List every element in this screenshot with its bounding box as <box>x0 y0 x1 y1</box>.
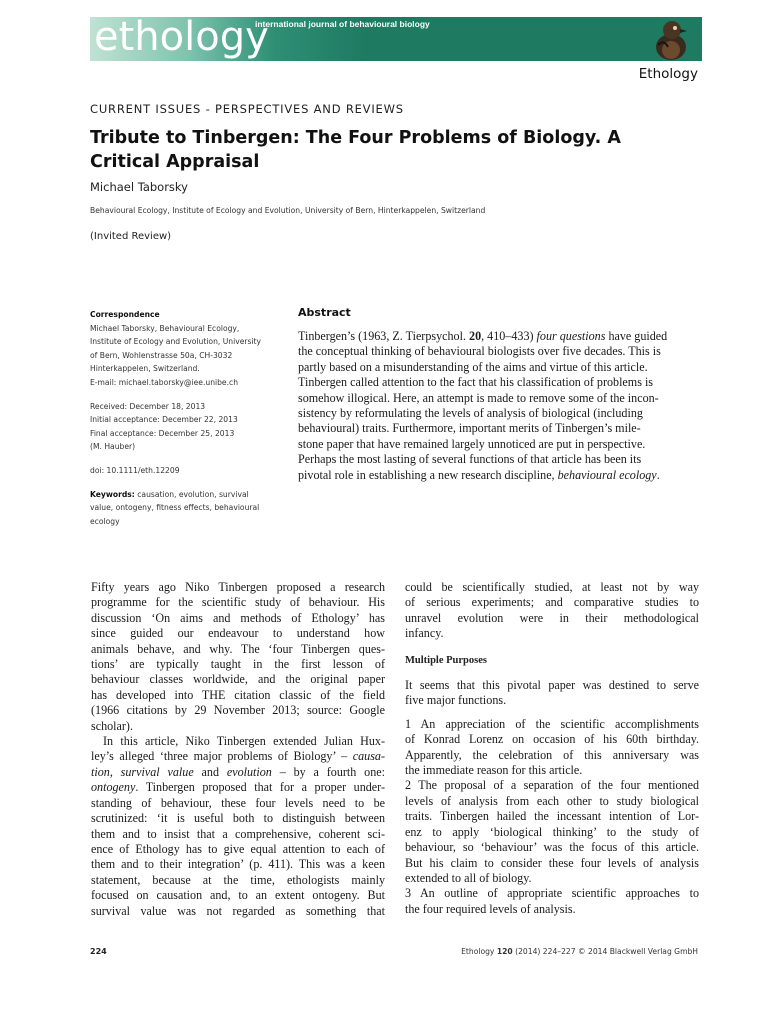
journal-tagline: international journal of behavioural biology <box>255 19 430 29</box>
body-line: unravel evolution were in their methodological <box>405 610 699 625</box>
author-affiliation: Behavioural Ecology, Institute of Ecology and Evolution, University of Bern, Hinterkappelen, Switzerland <box>90 206 486 215</box>
list-item-line: the four required levels of analysis. <box>405 901 576 916</box>
abstract-text-run: , 410–433) <box>481 329 537 343</box>
body-line: focused on causation and, to an extent ontogeny. But <box>91 888 385 903</box>
section-subheading: Multiple Purposes <box>405 654 487 666</box>
body-line: standing of behaviour, these four levels need to be <box>91 795 385 810</box>
list-item-line: the immediate reason for this article. <box>405 763 583 778</box>
list-item-line: 3 An outline of appropriate scientific approaches to <box>405 886 699 901</box>
body-emphasis: tion, survival value <box>91 764 194 779</box>
abstract-line: Tinbergen called attention to the fact that his classification of problems is <box>298 375 654 390</box>
footer-citation-text: (2014) 224–227 © 2014 Blackwell Verlag GmbH <box>512 947 698 956</box>
abstract-line: behavioural) traits. Furthermore, important merits of Tinbergen’s mile- <box>298 421 641 436</box>
body-line: animals behave, and why. The ‘four Tinbergen ques- <box>91 641 385 656</box>
abstract-line: stone paper that have remained largely unnoticed are put in perspective. <box>298 436 646 451</box>
bird-icon <box>644 17 696 61</box>
email-line: E-mail: michael.taborsky@iee.unibe.ch <box>90 377 239 387</box>
body-line: In this article, Niko Tinbergen extended Julian Hux- <box>103 734 385 749</box>
body-line: Fifty years ago Niko Tinbergen proposed a research <box>91 580 385 594</box>
list-item-line: traits. Tinbergen hailed the incessant intention of Lor- <box>405 809 699 824</box>
body-line: survival value was not regarded as something that <box>91 903 385 918</box>
abstract-line: somehow illogical. Here, an attempt is made to remove some of the incon- <box>298 390 659 405</box>
list-item-line: Apparently, the celebration of this anniversary was <box>405 747 699 762</box>
body-emphasis: evolution <box>226 764 272 779</box>
footer-volume: 120 <box>496 947 513 956</box>
abstract-line: partly based on a misunderstanding of the aims and virtue of this article. <box>298 359 648 374</box>
body-line: ence of Ethology has to give equal attention to each of <box>91 841 385 856</box>
body-text-run: . Tinbergen proposed that for a proper under- <box>135 780 385 795</box>
abstract-line: Perhaps the most lasting of several functions of that article has been its <box>298 452 642 467</box>
correspondence-line: Michael Taborsky, Behavioural Ecology, <box>90 323 240 333</box>
body-text-run: ley’s alleged ‘three major problems of Biology’ – <box>91 749 353 764</box>
list-item-line: levels of analysis from each other to study biological <box>405 793 699 808</box>
date-line: Final acceptance: December 25, 2013 <box>90 428 235 438</box>
correspondence-line: Hinterkappelen, Switzerland. <box>90 364 200 374</box>
abstract-text-run: pivotal role in establishing a new research discipline, <box>298 467 558 482</box>
article-type: (Invited Review) <box>90 231 172 242</box>
list-item-line: of Konrad Lorenz on occasion of his 60th birthday. <box>405 732 699 747</box>
body-line: scrutinized: ‘it is useful both to distinguish between <box>91 811 385 826</box>
keywords-text: causation, evolution, survival <box>134 489 249 499</box>
section-label: CURRENT ISSUES - PERSPECTIVES AND REVIEWS <box>90 102 404 116</box>
body-column-right <box>405 580 699 917</box>
list-item-line: enz to apply ‘biological thinking’ to the study of <box>405 824 699 839</box>
abstract-emphasis: four questions <box>536 329 606 343</box>
footer-citation-text: Ethology <box>461 947 497 956</box>
body-line: behaviour classes worldwide, and the original paper <box>91 672 385 687</box>
editor-line: (M. Hauber) <box>90 442 136 452</box>
keywords-text: ecology <box>90 516 120 526</box>
abstract-line: the conceptual thinking of behavioural biologists over five decades. This is <box>298 344 661 359</box>
article-info-sidebar <box>90 308 280 528</box>
doi: doi: 10.1111/eth.12209 <box>90 465 180 475</box>
abstract-text-run: Tinbergen’s (1963, Z. Tierpsychol. <box>298 329 470 343</box>
journal-name: Ethology <box>638 66 698 82</box>
body-line: five major functions. <box>405 693 507 708</box>
list-item-line: But his claim to consider these four levels of analysis <box>405 855 699 870</box>
article-title: Tribute to Tinbergen: The Four Problems of Biology. A Critical Appraisal <box>90 128 621 172</box>
list-item-line: 2 The proposal of a separation of the four mentioned <box>405 778 699 793</box>
abstract-heading: Abstract <box>298 306 351 319</box>
body-line: It seems that this pivotal paper was destined to serve <box>405 678 699 693</box>
abstract-emphasis: behavioural ecology <box>557 467 657 482</box>
body-line: scholar). <box>91 718 133 733</box>
body-text-run: – by a fourth one: <box>271 764 385 779</box>
journal-wordmark: ethology <box>94 17 269 60</box>
body-line: since guided our endeavour to understand how <box>91 626 385 641</box>
abstract-volume: 20 <box>469 329 482 343</box>
keywords-label: Keywords: <box>90 489 135 499</box>
body-text-run: and <box>193 764 227 779</box>
list-item-line: 1 An appreciation of the scientific accomplishments <box>405 716 699 731</box>
body-line: programme for the scientific study of behaviour. His <box>91 595 385 610</box>
correspondence-line: Institute of Ecology and Evolution, University <box>90 337 262 347</box>
abstract-line: sistency by reformulating the levels of analysis of biological (including <box>298 406 643 421</box>
abstract-text-run: . <box>656 467 660 482</box>
list-item-line: extended to all of biology. <box>405 870 532 885</box>
abstract-text <box>298 329 698 483</box>
body-emphasis: causa- <box>352 749 385 764</box>
date-line: Received: December 18, 2013 <box>90 401 206 411</box>
body-line: of serious experiments; and comparative studies to <box>405 595 699 610</box>
journal-banner <box>90 17 702 61</box>
body-line: them and to insist that a comprehensive, coherent sci- <box>91 826 385 841</box>
body-line: infancy. <box>405 626 444 641</box>
correspondence-label: Correspondence <box>90 310 160 319</box>
body-line: discussion ‘On aims and methods of Ethology’ has <box>91 610 385 625</box>
abstract-text-run: have guided <box>605 329 668 343</box>
body-column-left <box>91 580 385 919</box>
footer-citation <box>461 947 698 956</box>
author-name: Michael Taborsky <box>90 180 188 194</box>
list-item-line: behaviour, so ‘behaviour’ was the focus of this article. <box>405 840 699 855</box>
body-line: statement, because at the time, ethologists mainly <box>91 872 385 887</box>
body-line: could be scientifically studied, at least not by way <box>405 580 699 594</box>
body-line: (1966 citations by 29 November 2013; source: Google <box>91 703 385 718</box>
body-line: them and to their integration’ (p. 411). This was a keen <box>91 857 385 872</box>
correspondence-line: of Bern, Wohlenstrasse 50a, CH-3032 <box>90 350 233 360</box>
keywords-text: value, ontogeny, fitness effects, behavioural <box>90 503 260 513</box>
date-line: Initial acceptance: December 22, 2013 <box>90 415 238 425</box>
body-line: has developed into THE citation classic of the field <box>91 687 385 702</box>
body-line: tions’ are typically taught in the first lesson of <box>91 657 385 672</box>
body-emphasis: ontogeny <box>91 780 136 795</box>
page-number: 224 <box>90 947 107 956</box>
